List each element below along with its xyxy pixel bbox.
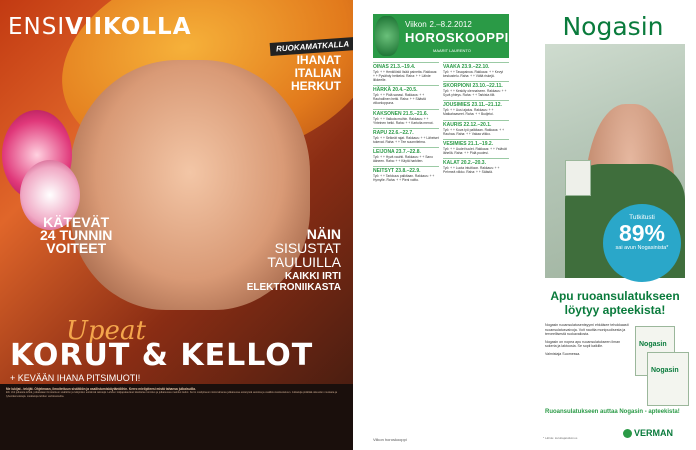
ad-footnote: * Lähde: kuluttajatutkimus <box>543 436 578 440</box>
horoscope-header <box>373 14 509 58</box>
sign-entry: JOUSIMIES 23.11.–21.12. Työ: + + Uusi ajatus. Rakkaus: + + Matkahaaveet. Raha: + + Budjetoi. <box>443 100 509 116</box>
product-pack: Nogasin <box>647 352 689 406</box>
horoscope-title: HOROSKOOPPI <box>405 30 509 45</box>
sign-entry: VAAKA 23.9.–22.10. Työ: + + Tasapainoa. Rakkaus: + + Kevyt keskustelu. Raha: + + Vältä riskejä. <box>443 62 509 78</box>
brand-logo: Nogasin <box>562 12 664 41</box>
ad-body-text: Nogasin ruoansulatusentsyymi ehkäisee tehokkaasti ruoansulatusvaivoja. Voit nauttia monipuolisesta ja terveellisestä ruokavaliosta. Nogasin on nopea apu ruoansulatukseen ilman sokeria ja laktoosia. Se sopii kaikille. Valmistaja Suomessa. <box>545 323 629 356</box>
horoscope-week: Viikon 2.–8.2.2012 <box>405 20 472 29</box>
product-pack: Nogasin <box>635 326 675 376</box>
italian-headline: IHANAT ITALIAN HERKUT <box>291 53 341 93</box>
horoscope-footer: Viikon horoskooppi <box>373 437 407 442</box>
horoscope-author: MAARIT LAURENTO <box>433 48 471 53</box>
percent-badge: Tutkitusti 89% sai avun Nogasinista* <box>603 204 681 282</box>
sign-entry: KAURIS 22.12.–20.1. Työ: + + Kova työ palkitaan. Rakkaus: + + Rauhaa. Raha: + + Vakaa viikko. <box>443 120 509 136</box>
sign-entry: KAKSONEN 21.5.–21.6. Työ: + + Vaikuta muihin. Rakkaus: + + Yhteinen hetki. Raha: + + Kartoita menot. <box>373 109 439 125</box>
fine-print: Me lukijat - tekijät. Ohjelmaan, ilmoitettuun sisältöön ja osallistumiskäytäntöihin. Kerro mielipiteesi mistä tahansa julkaisuilla. Elli. Voit julkaista lehtiä, julkaistaan ilmoitettuun sisältöön ja lukijoiden esittämiä tekstejä. Lehden lukijapalautteet käsittelee toimitus ja julkaisussa mainitut tiedot. Kerro mielipiteesi mistä tahansa julkaisussa esitetyistä asioista ja osallistu keskusteluun. Julkaisija pidättää oikeuden muokata ja lyhentää tekstejä. Lisätietoja lehden verkkosivuilta. <box>0 384 353 450</box>
main-headline: KORUT & KELLOT <box>10 338 314 373</box>
upeat-script: Upeat <box>66 316 146 346</box>
sign-entry: SKORPIONI 23.10.–22.11. Työ: + + Keskity olennaiseen. Rakkaus: + + Syvä yhteys. Raha: + + Tarkista tilit. <box>443 81 509 97</box>
sign-entry: RAPU 22.6.–22.7. Työ: + + Selkeät rajat. Rakkaus: + + Läheiset tukevat. Raha: + + Tee suunnitelma. <box>373 129 439 144</box>
horoscope-left-column <box>373 62 439 185</box>
nogasin-ad <box>523 0 696 450</box>
ad-slogan: Ruoansulatukseen auttaa Nogasin - apteekista! <box>545 409 680 415</box>
sign-entry: OINAS 21.3.–19.4. Työ: + + Henkilöstö lisää painetta. Rakkaus: + + Pysähdy hetkeksi. Raha: + + Lähde liikkeelle. <box>373 64 438 83</box>
nain-headline: NÄIN SISUSTAT TAULUILLA <box>267 226 341 270</box>
horoscope-page <box>353 0 523 450</box>
cover-title: ENSIVIIKOLLA <box>8 14 192 40</box>
sign-entry: KALAT 20.2.–20.3. Työ: + + Luota intuitioon. Rakkaus: + + Pehmeä viikko. Raha: + + Säästä. <box>443 158 509 174</box>
sign-entry: VESIMIES 21.1.–19.2. Työ: + + Uudet tuulet. Rakkaus: + + Ystävät lähellä. Raha: + + Pidä puolesi. <box>443 139 509 155</box>
horoscope-right-column <box>443 62 509 177</box>
verman-logo: VERMAN <box>623 428 673 438</box>
electronics-headline: KAIKKI IRTI ELEKTRONIIKASTA <box>246 271 341 293</box>
ad-headline: Apu ruoansulatukseen löytyy apteekista! <box>550 289 680 317</box>
katevat-headline: KÄTEVÄT 24 TUNNIN VOITEET <box>40 214 113 256</box>
sign-entry: HÄRKÄ 20.4.–20.5. Työ: + + Pidä sanasi. Rakkaus: + + Rauhallinen hetki. Raha: + + Säästä viikonloppuna. <box>373 85 439 105</box>
sign-entry: NEITSYT 23.8.–22.9. Työ: + + Tarkkuus palkitaan. Rakkaus: + + Hymyile. Raha: + + Pieni voitto. <box>373 166 439 182</box>
sub-headline: + KEVÄÄN IHANA PITSIMUOTI! <box>10 373 141 383</box>
leaf-icon <box>375 16 399 56</box>
ribbon-label: RUOKAMATKALLA <box>270 37 353 56</box>
product-box-icon <box>565 160 591 196</box>
sign-entry: LEIJONA 23.7.–22.8. Työ: + + Hyvä vauhti. Rakkaus: + + Sano ääneen. Raha: + + Käytä harkiten. <box>373 147 439 163</box>
